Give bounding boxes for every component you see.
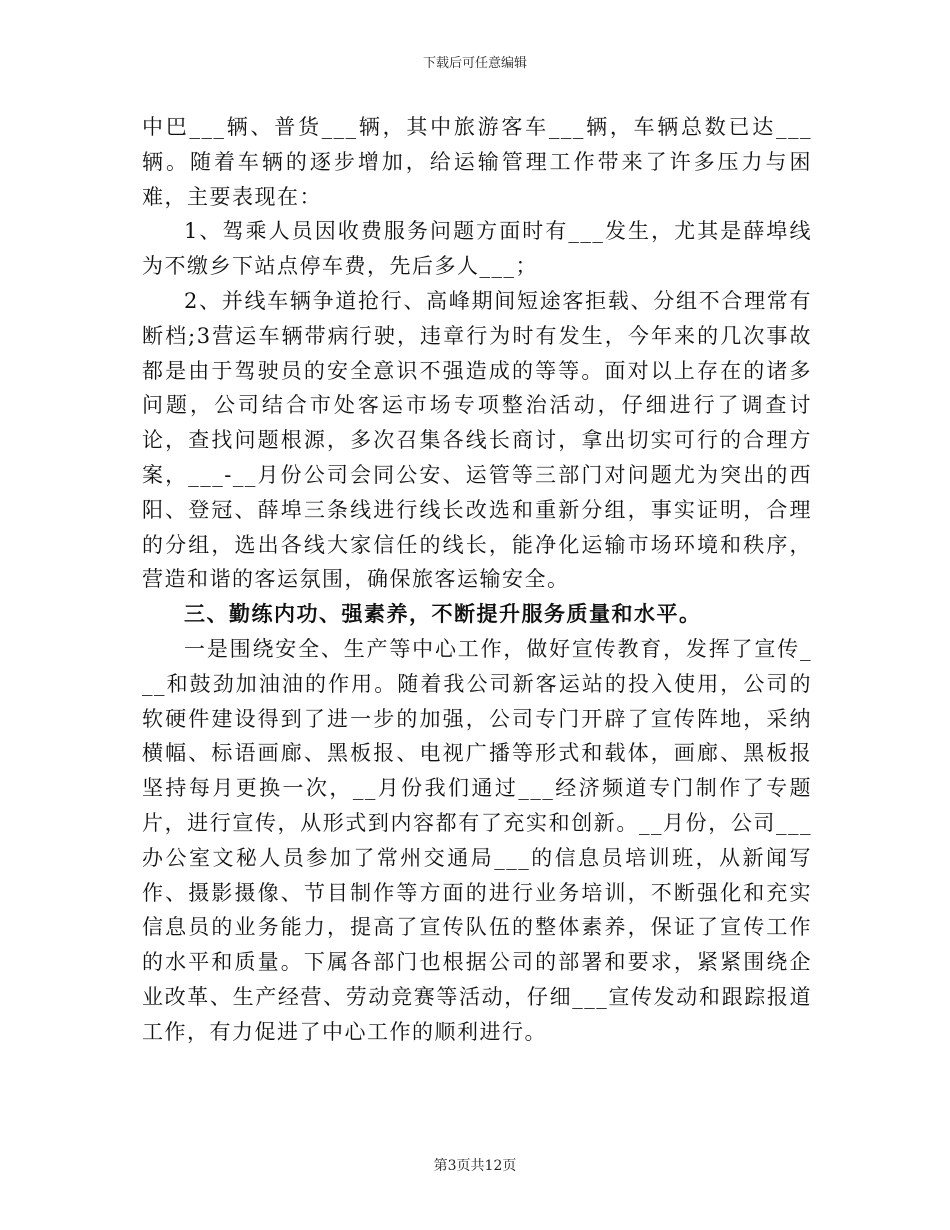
- page-number: 第3页共12页: [433, 1158, 517, 1174]
- paragraph-vehicle-counts: 中巴___辆、普货___辆，其中旅游客车___辆，车辆总数已达___辆。随着车辆的逐步增加，给运输管理工作带来了许多压力与困难，主要表现在：: [142, 115, 812, 209]
- document-body: [142, 110, 812, 1050]
- page-header: 下载后可任意编辑: [422, 56, 527, 71]
- section-heading-3: 三、勤练内功、强素养，不断提升服务质量和水平。: [184, 601, 702, 627]
- paragraph-item-1: 1、驾乘人员因收费服务问题方面时有___发生，尤其是薛埠线为不缴乡下站点停车费，先后多人___；: [142, 219, 812, 279]
- paragraph-publicity: 一是围绕安全、生产等中心工作，做好宣传教育，发挥了宣传___和鼓劲加油油的作用。随着我公司新客运站的投入使用，公司的软硬件建设得到了进一步的加强，公司专门开辟了宣传阵地，采纳横幅、标语画廊、黑板报、电视广播等形式和载体，画廊、黑板报坚持每月更换一次，__月份我们通过___经济频道专门制作了专题片，进行宣传，从形式到内容都有了充实和创新。__月份，公司___办公室文秘人员参加了常州交通局___的信息员培训班，从新闻写作、摄影摄像、节目制作等方面的进行业务培训，不断强化和充实信息员的业务能力，提高了宣传队伍的整体素养，保证了宣传工作的水平和质量。下属各部门也根据公司的部署和要求，紧紧围绕企业改革、生产经营、劳动竞赛等活动，仔细___宣传发动和跟踪报道工作，有力促进了中心工作的顺利进行。: [142, 636, 812, 1044]
- paragraph-item-2: 2、并线车辆争道抢行、高峰期间短途客拒载、分组不合理常有断档;3营运车辆带病行驶，违章行为时有发生，今年来的几次事故都是由于驾驶员的安全意识不强造成的等等。面对以上存在的诸多问题，公司结合市处客运市场专项整治活动，仔细进行了调查讨论，查找问题根源，多次召集各线长商讨，拿出切实可行的合理方案，___-__月份公司会同公安、运管等三部门对问题尤为突出的西阳、登冠、薛埠三条线进行线长改选和重新分组，事实证明，合理的分组，选出各线大家信任的线长，能净化运输市场环境和秩序，营造和谐的客运氛围，确保旅客运输安全。: [142, 288, 812, 592]
